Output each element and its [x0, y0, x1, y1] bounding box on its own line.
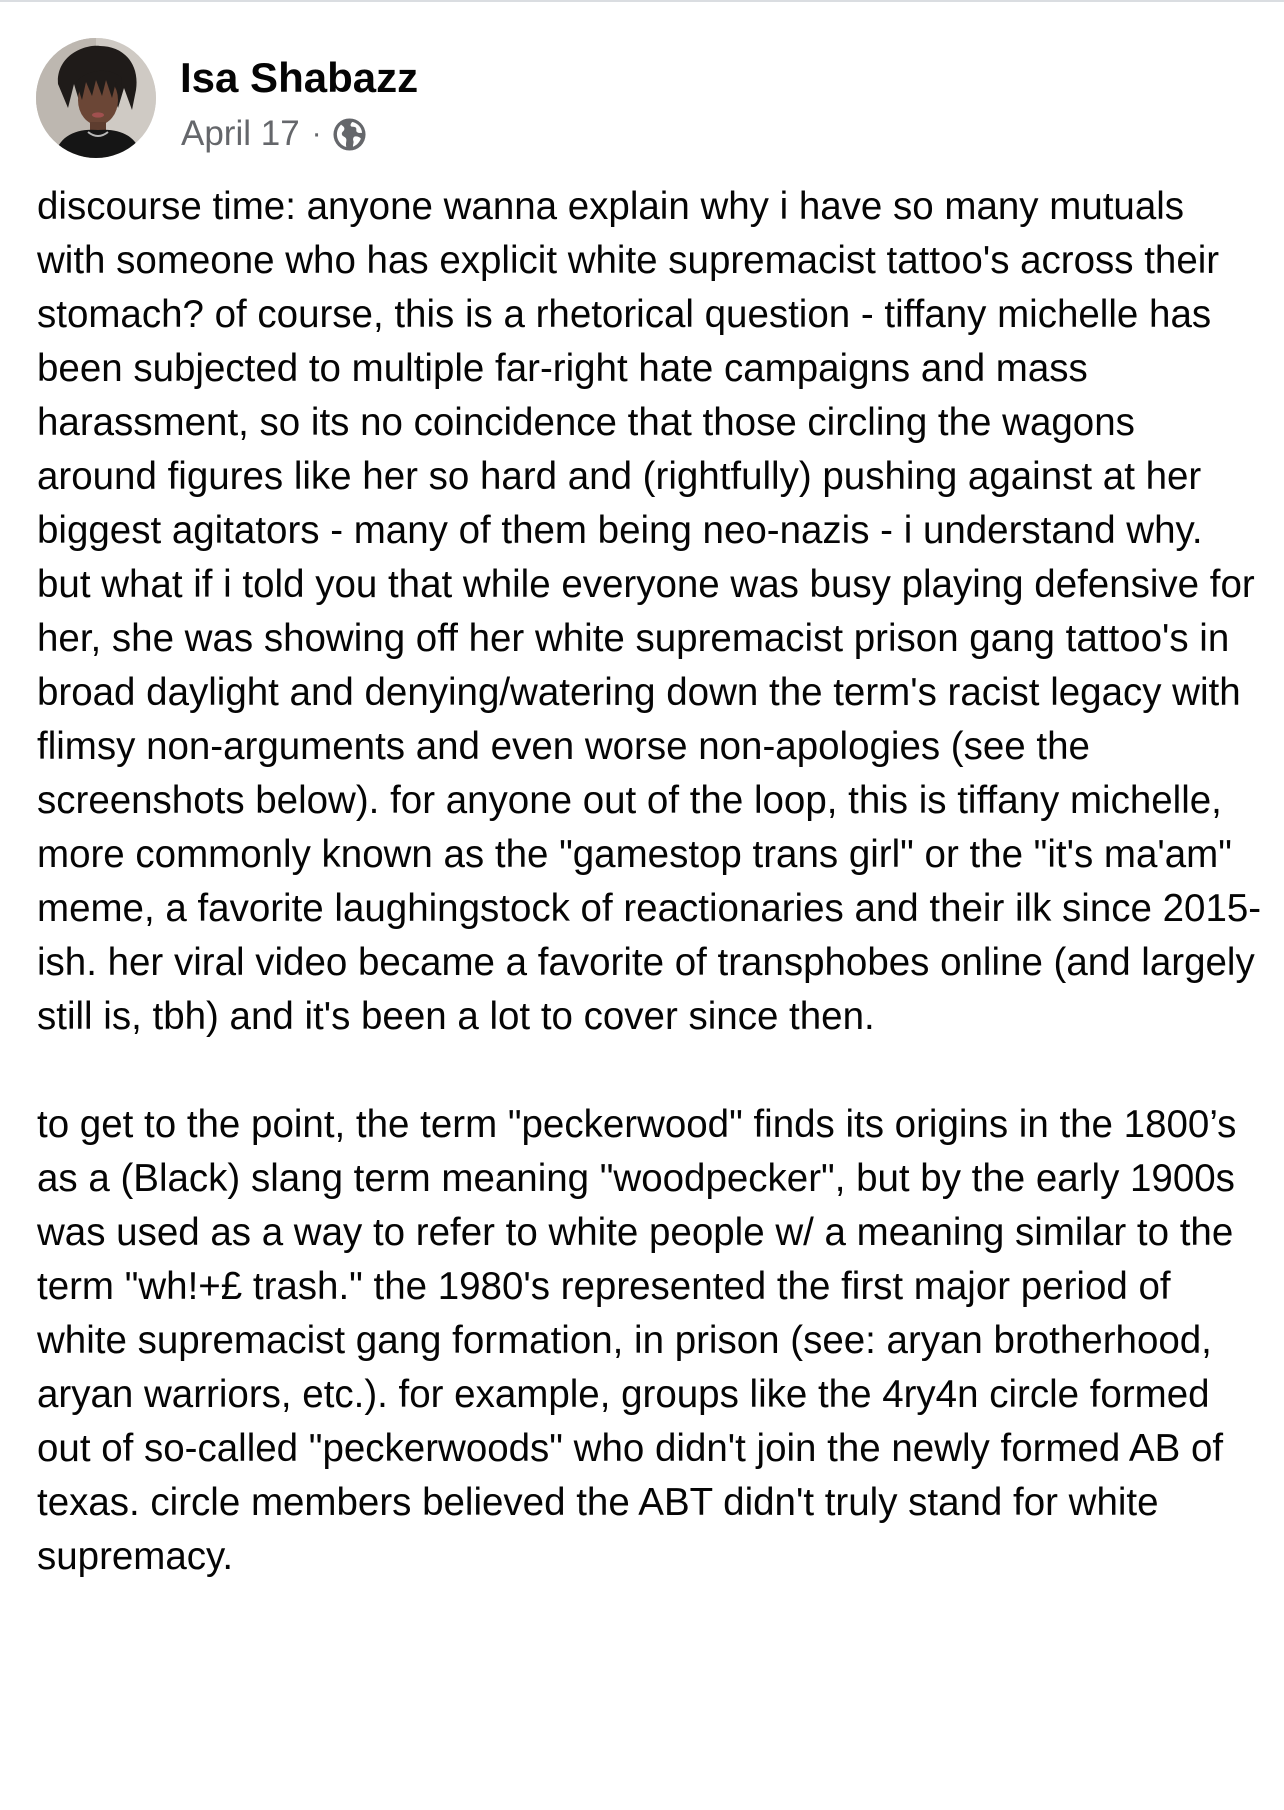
avatar-photo	[36, 38, 156, 158]
post-meta	[181, 114, 367, 154]
post-header	[36, 36, 1236, 160]
meta-separator: ·	[311, 117, 322, 150]
top-divider	[0, 0, 1284, 2]
avatar[interactable]	[36, 38, 156, 158]
post-date[interactable]: April 17	[181, 114, 300, 153]
globe-icon[interactable]	[332, 117, 367, 152]
post-paragraph-1: discourse time: anyone wanna explain why i have so many mutuals with someone who has explicit white supremacist tattoo's across their stomach? of course, this is a rhetorical question - tiffany michelle has been subjected to multiple far-right hate campaigns and mass harassment, so its no coincidence that those circling the wagons around figures like her so hard and (rightfully) pushing against at her biggest agitators - many of them being neo-nazis - i understand why. but what if i told you that while everyone was busy playing defensive for her, she was showing off her white supremacist prison gang tattoo's in broad daylight and denying/watering down the term's racist legacy with flimsy non-arguments and even worse non-apologies (see the screenshots below). for anyone out of the loop, this is tiffany michelle, more commonly known as the "gamestop trans girl" or the "it's ma'am" meme, a favorite laughingstock of reactionaries and their ilk since 2015-ish. her viral video became a favorite of transphobes online (and largely still is, tbh) and it's been a lot to cover since then.	[37, 185, 1262, 1038]
post-paragraph-2: to get to the point, the term "peckerwood" finds its origins in the 1800’s as a (Black) slang term meaning "woodpecker", but by the early 1900s was used as a way to refer to white people w/ a meaning similar to the term "wh!+£ trash." the 1980's represented the first major period of white supremacist gang formation, in prison (see: aryan brotherhood, aryan warriors, etc.). for example, groups like the 4ry4n circle formed out of so-called "peckerwoods" who didn't join the newly formed AB of texas. circle members believed the ABT didn't truly stand for white supremacy.	[37, 1103, 1237, 1578]
post-text	[37, 180, 1262, 1584]
author-name[interactable]: Isa Shabazz	[180, 54, 419, 101]
